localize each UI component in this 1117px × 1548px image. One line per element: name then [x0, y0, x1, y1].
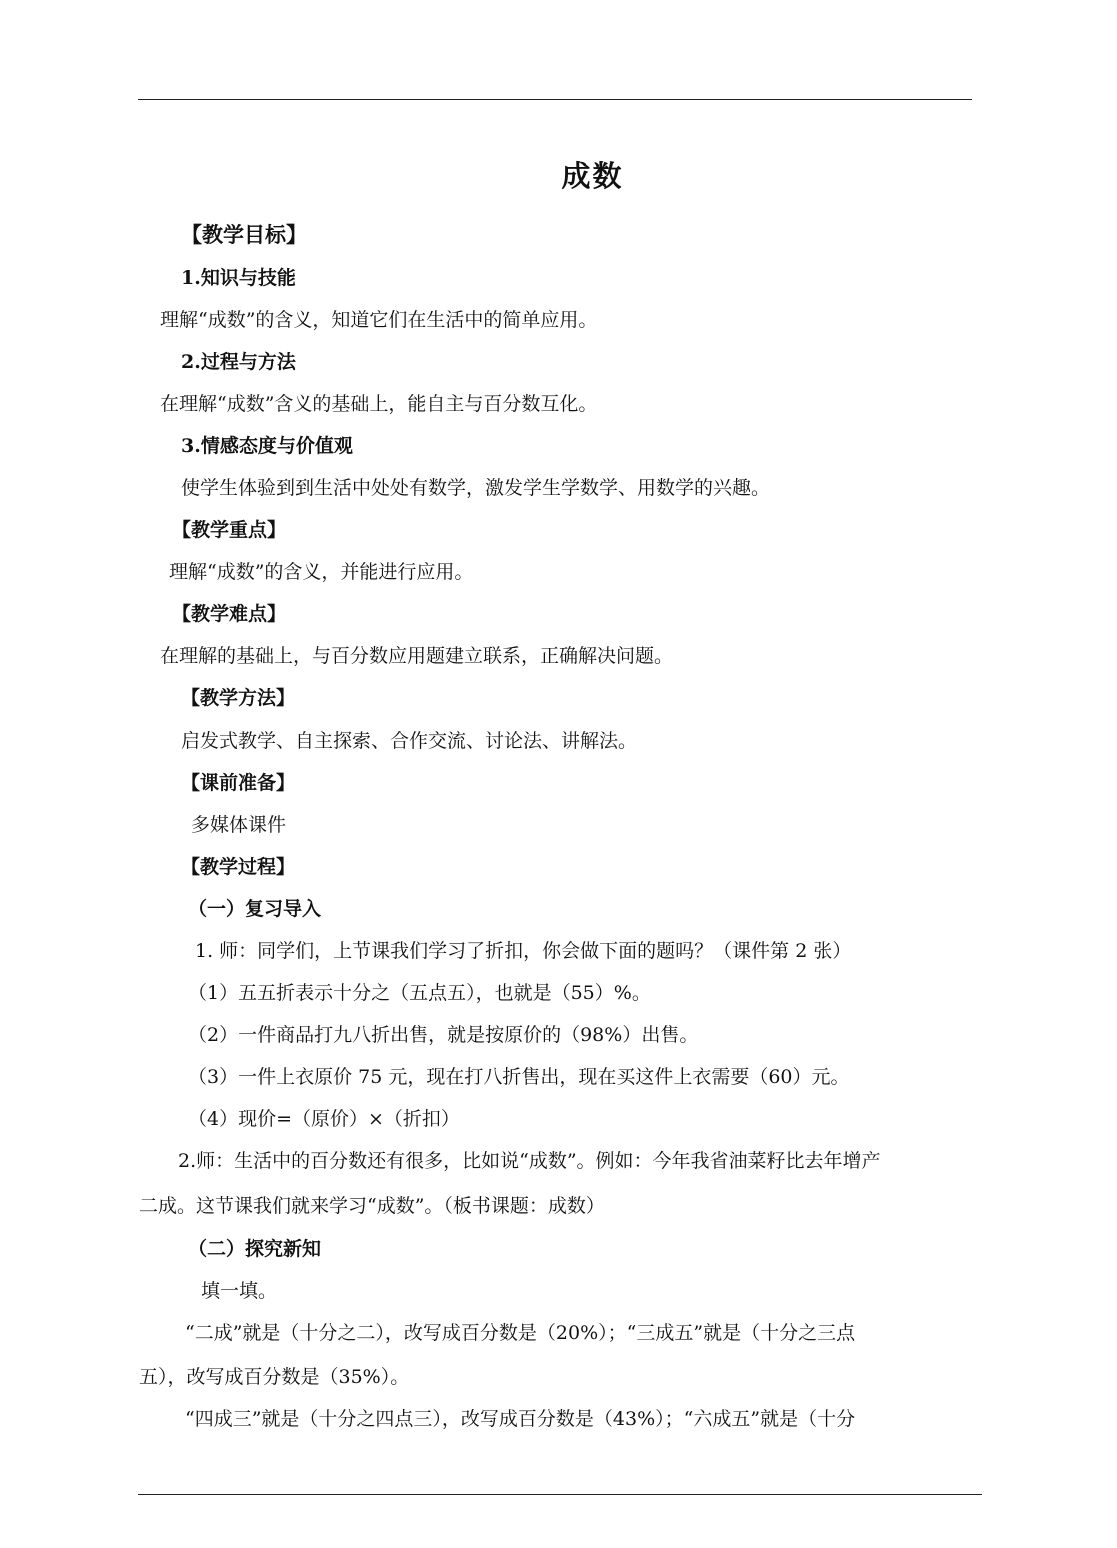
paragraph: （4）现价=（原价）×（折扣） [188, 1108, 460, 1130]
subheading-emotion: 3.情感态度与价值观 [181, 435, 353, 457]
heading-process: 【教学过程】 [181, 856, 296, 878]
paragraph: 启发式教学、自主探索、合作交流、讨论法、讲解法。 [181, 730, 638, 752]
paragraph: 填一填。 [201, 1280, 278, 1302]
heading-key-point: 【教学重点】 [172, 519, 287, 541]
subheading-knowledge: 1.知识与技能 [181, 267, 296, 289]
paragraph: 2.师：生活中的百分数还有很多，比如说“成数”。例如：今年我省油菜籽比去年增产 [178, 1150, 881, 1172]
page-title: 成数 [561, 159, 624, 193]
heading-teaching-goals: 【教学目标】 [181, 222, 307, 247]
paragraph: 理解“成数”的含义，知道它们在生活中的简单应用。 [160, 309, 598, 331]
paragraph: 1. 师：同学们，上节课我们学习了折扣，你会做下面的题吗？（课件第 2 张） [195, 940, 852, 962]
paragraph: 使学生体验到到生活中处处有数学，激发学生学数学、用数学的兴趣。 [181, 477, 771, 499]
paragraph: 理解“成数”的含义，并能进行应用。 [169, 561, 474, 583]
paragraph: 五），改写成百分数是（35%）。 [139, 1366, 410, 1388]
paragraph: （3）一件上衣原价 75 元，现在打八折售出，现在买这件上衣需要（60）元。 [188, 1066, 850, 1088]
paragraph: 在理解的基础上，与百分数应用题建立联系，正确解决问题。 [160, 645, 674, 667]
heading-preparation: 【课前准备】 [181, 772, 296, 794]
paragraph: 二成。这节课我们就来学习“成数”。（板书课题：成数） [139, 1195, 605, 1217]
heading-difficulty: 【教学难点】 [172, 603, 287, 625]
section-review: （一）复习导入 [188, 898, 322, 920]
paragraph: “四成三”就是（十分之四点三），改写成百分数是（43%）；“六成五”就是（十分 [185, 1408, 856, 1430]
heading-method: 【教学方法】 [181, 687, 296, 709]
footer-rule [138, 1494, 982, 1495]
paragraph: （1）五五折表示十分之（五点五），也就是（55）%。 [188, 982, 651, 1004]
section-explore: （二）探究新知 [188, 1238, 322, 1260]
header-rule [138, 99, 972, 100]
paragraph: 在理解“成数”含义的基础上，能自主与百分数互化。 [160, 393, 598, 415]
paragraph: （2）一件商品打九八折出售，就是按原价的（98%）出售。 [188, 1024, 699, 1046]
paragraph: “二成”就是（十分之二），改写成百分数是（20%）；“三成五”就是（十分之三点 [185, 1322, 856, 1344]
paragraph: 多媒体课件 [191, 814, 287, 836]
subheading-process: 2.过程与方法 [181, 351, 296, 373]
